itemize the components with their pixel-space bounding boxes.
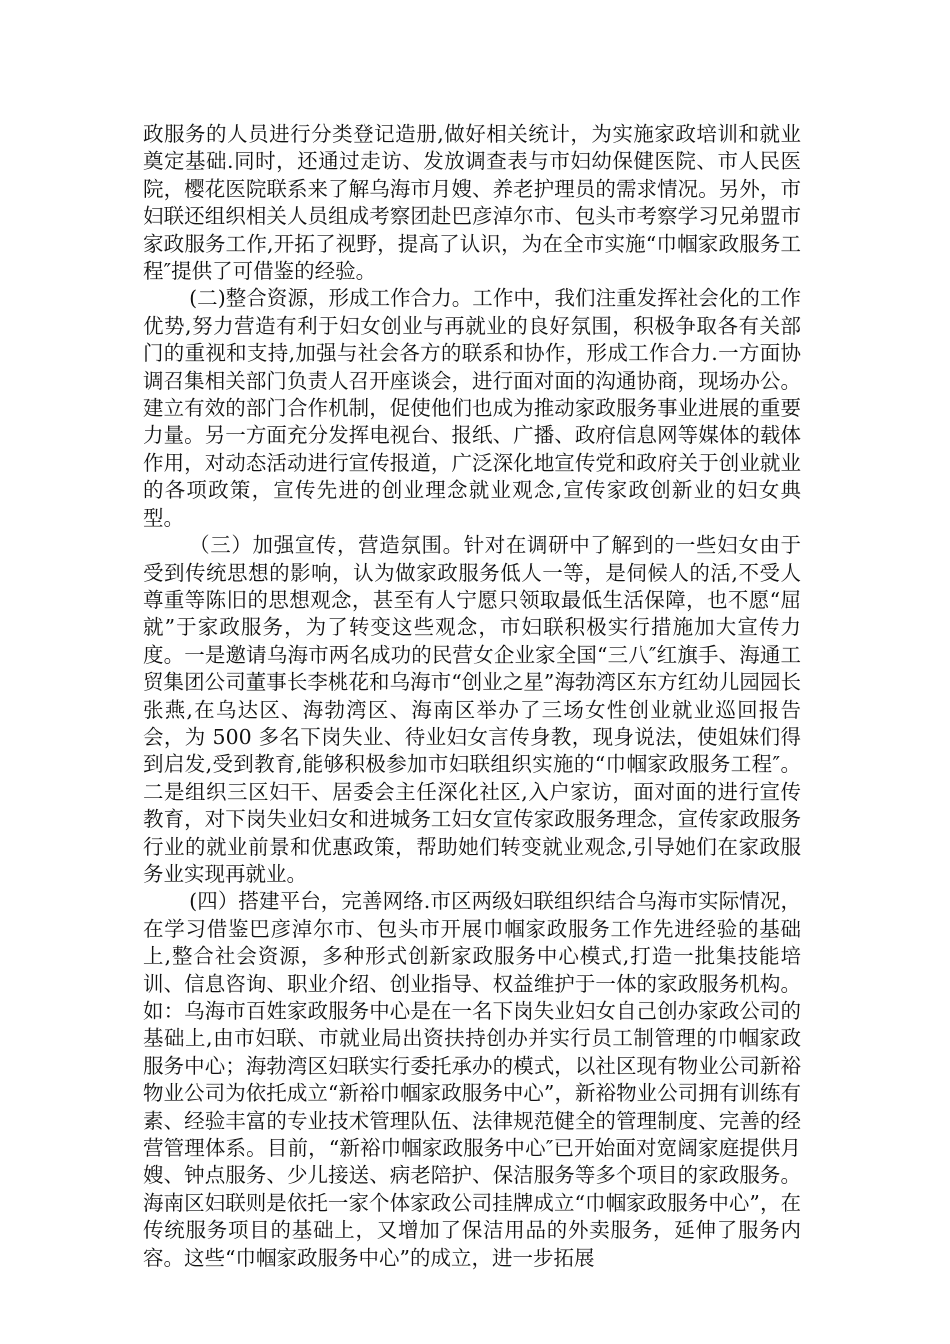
- paragraph-4: (四）搭建平台，完善网络.市区两级妇联组织结合乌海市实际情况，在学习借鉴巴彦淖尔市、包头市开展巾帼家政服务工作先进经验的基础上,整合社会资源，多种形式创新家政服务中心模式,打造一批集技能培训、信息咨询、职业介绍、创业指导、权益维护于一体的家政服务机构。如：乌海市百姓家政服务中心是在一名下岗失业妇女自己创办家政公司的基础上,由市妇联、市就业局出资扶持创办并实行员工制管理的巾帼家政服务中心；海勃湾区妇联实行委托承办的模式，以社区现有物业公司新裕物业公司为依托成立“新裕巾帼家政服务中心”，新裕物业公司拥有训练有素、经验丰富的专业技术管理队伍、法律规范健全的管理制度、完善的经营管理体系。目前，“新裕巾帼家政服务中心″已开始面对宽阔家庭提供月嫂、钟点服务、少儿接送、病老陪护、保洁服务等多个项目的家政服务。海南区妇联则是依托一家个体家政公司挂牌成立“巾帼家政服务中心”，在传统服务项目的基础上，又增加了保洁用品的外卖服务，延伸了服务内容。这些“巾帼家政服务中心”的成立，进一步拓展: [143, 889, 801, 1270]
- paragraph-2: (二)整合资源，形成工作合力。工作中，我们注重发挥社会化的工作优势,努力营造有利于妇女创业与再就业的良好氛围，积极争取各有关部门的重视和支持,加强与社会各方的联系和协作，形成工作合力.一方面协调召集相关部门负责人召开座谈会，进行面对面的沟通协商，现场办公。建立有效的部门合作机制，促使他们也成为推动家政服务事业进展的重要力量。另一方面充分发挥电视台、报纸、广播、政府信息网等媒体的载体作用，对动态活动进行宣传报道，广泛深化地宣传党和政府关于创业就业的各项政策，宣传先进的创业理念就业观念,宣传家政创新业的妇女典型。: [143, 286, 801, 530]
- paragraph-1: 政服务的人员进行分类登记造册,做好相关统计，为实施家政培训和就业奠定基础.同时，还通过走访、发放调查表与市妇幼保健医院、市人民医院，樱花医院联系来了解乌海市月嫂、养老护理员的需求情况。另外，市妇联还组织相关人员组成考察团赴巴彦淖尔市、包头市考察学习兄弟盟市家政服务工作,开拓了视野，提高了认识，为在全市实施“巾帼家政服务工程″提供了可借鉴的经验。: [143, 122, 801, 284]
- paragraph-3: （三）加强宣传，营造氛围。针对在调研中了解到的一些妇女由于受到传统思想的影响，认为做家政服务低人一等，是伺候人的活,不受人尊重等陈旧的思想观念，甚至有人宁愿只领取最低生活保障，也不愿“屈就”于家政服务，为了转变这些观念，市妇联积极实行措施加大宣传力度。一是邀请乌海市两名成功的民营女企业家全国“三八″红旗手、海通工贸集团公司董事长李桃花和乌海市“创业之星”海勃湾区东方红幼儿园园长张燕,在乌达区、海勃湾区、海南区举办了三场女性创业就业巡回报告会，为 500 多名下岗失业、待业妇女言传身教，现身说法，使姐妹们得到启发,受到教育,能够积极参加市妇联组织实施的“巾帼家政服务工程″。二是组织三区妇干、居委会主任深化社区,入户家访，面对面的进行宣传教育，对下岗失业妇女和进城务工妇女宣传家政服务理念，宣传家政服务行业的就业前景和优惠政策，帮助她们转变就业观念,引导她们在家政服务业实现再就业。: [143, 533, 801, 886]
- document-body: [143, 121, 801, 1272]
